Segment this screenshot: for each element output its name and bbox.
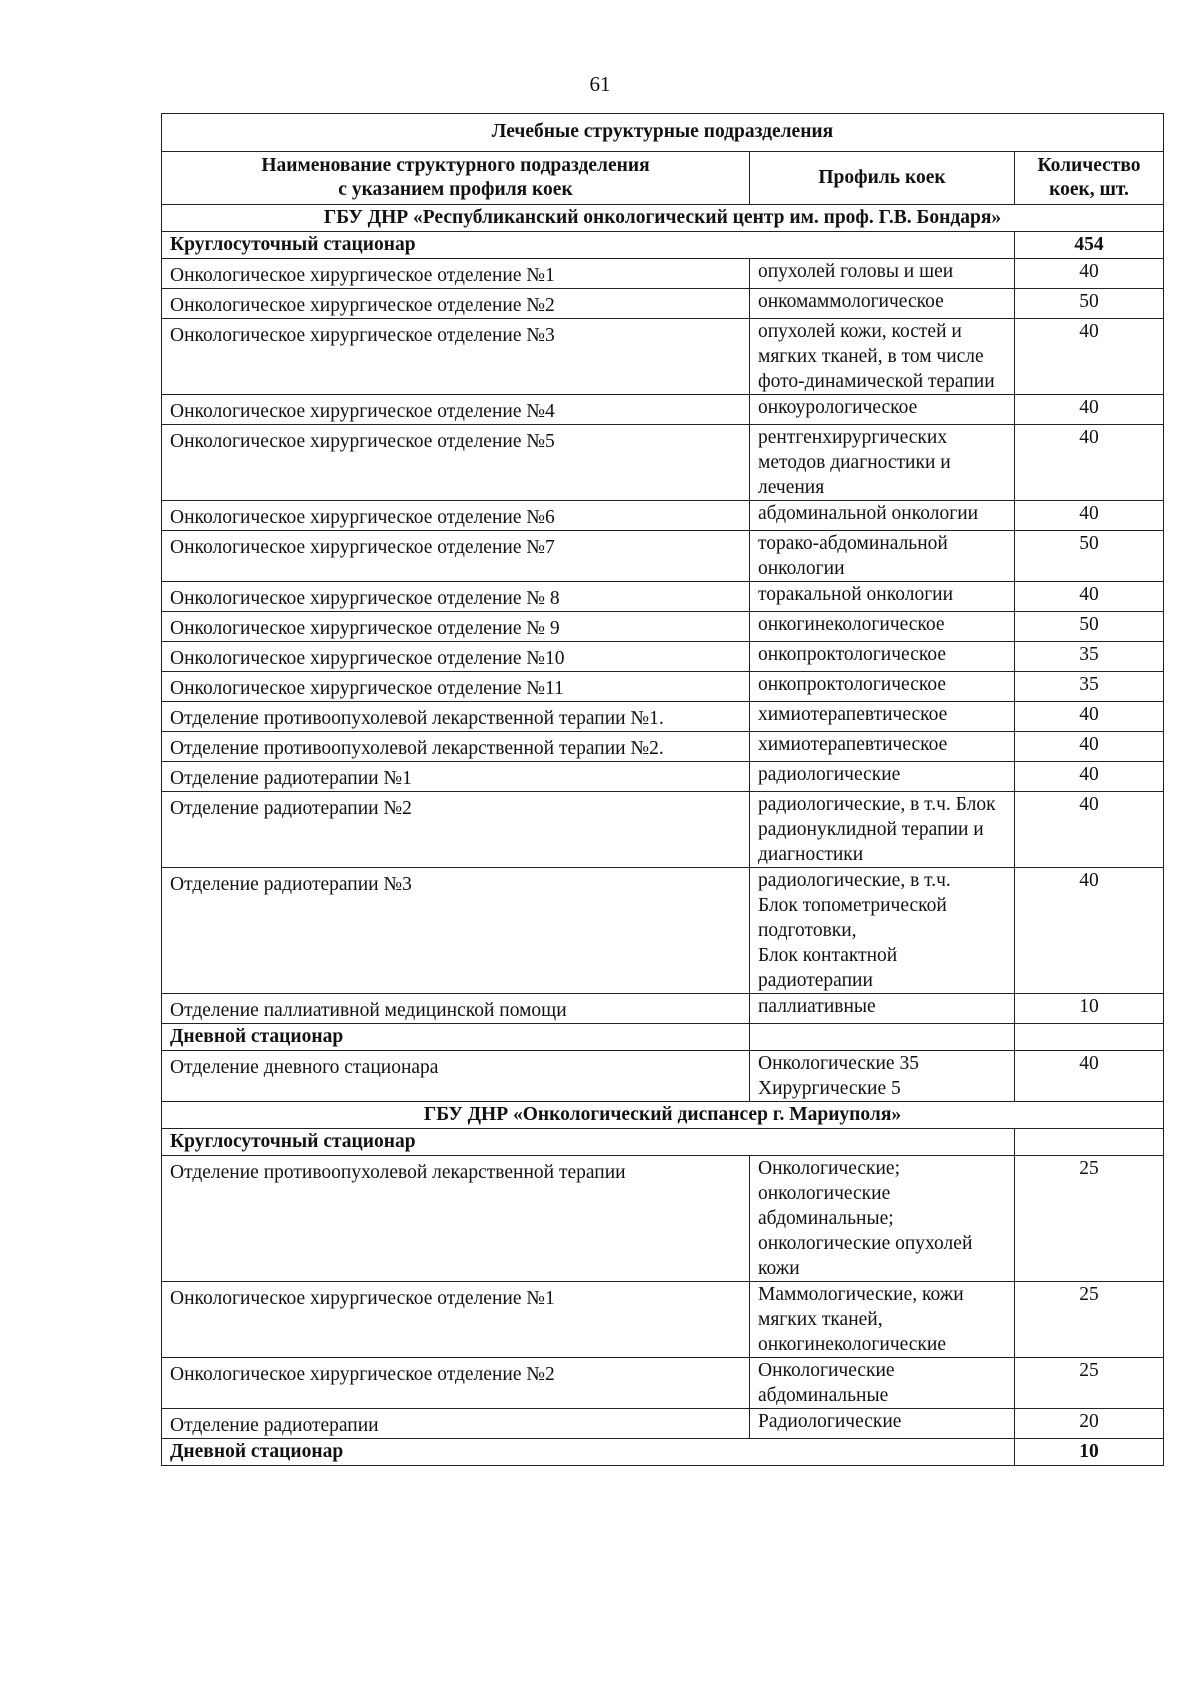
department-name: Онкологическое хирургическое отделение № 8: [162, 582, 750, 612]
bed-profile: химиотерапевтическое: [750, 702, 1015, 732]
department-name: Отделение радиотерапии №2: [162, 792, 750, 868]
page-number: 61: [589, 72, 611, 96]
bed-count: 20: [1015, 1409, 1164, 1439]
table-row: [162, 1282, 1164, 1358]
department-name: Онкологическое хирургическое отделение №10: [162, 642, 750, 672]
bed-profile: торакальной онкологии: [750, 582, 1015, 612]
bed-profile: онкопроктологическое: [750, 642, 1015, 672]
bed-count: 40: [1015, 501, 1164, 531]
department-name: Онкологическое хирургическое отделение №4: [162, 395, 750, 425]
bed-profile-line: Хирургические 5: [758, 1078, 901, 1099]
bed-count: 40: [1015, 319, 1164, 395]
department-name: Отделение паллиативной медицинской помощи: [162, 994, 750, 1024]
table-row: [162, 395, 1164, 425]
bed-profile: [750, 868, 1015, 994]
bed-profile: химиотерапевтическое: [750, 732, 1015, 762]
table-row: [162, 672, 1164, 702]
org1-round-clock-total: 454: [1015, 232, 1164, 259]
bed-profile: радиологические: [750, 762, 1015, 792]
bed-count: 40: [1015, 792, 1164, 868]
bed-profile-line: Блок контактной радиотерапии: [758, 945, 898, 991]
bed-profile: Радиологические: [750, 1409, 1015, 1439]
department-name: Онкологическое хирургическое отделение №6: [162, 501, 750, 531]
table-row: [162, 259, 1164, 289]
bed-count: 25: [1015, 1358, 1164, 1409]
bed-profile: радиологические, в т.ч. Блок радионуклидной терапии и диагностики: [750, 792, 1015, 868]
bed-count: 40: [1015, 425, 1164, 501]
department-name: Отделение противоопухолевой лекарственной терапии №2.: [162, 732, 750, 762]
bed-profile: паллиативные: [750, 994, 1015, 1024]
department-name: Онкологическое хирургическое отделение №2: [162, 1358, 750, 1409]
department-name: Онкологическое хирургическое отделение № 9: [162, 612, 750, 642]
table-row: [162, 1156, 1164, 1282]
org2-round-clock-label: Круглосуточный стационар: [162, 1129, 1015, 1156]
bed-profile-line: Блок топометрической подготовки,: [758, 895, 947, 941]
bed-count: 40: [1015, 702, 1164, 732]
bed-count: 35: [1015, 672, 1164, 702]
department-name: Отделение радиотерапии №1: [162, 762, 750, 792]
org2-round-clock-empty: [1015, 1129, 1164, 1156]
table-row: [162, 319, 1164, 395]
table-row: [162, 425, 1164, 501]
org2-name: ГБУ ДНР «Онкологический диспансер г. Мариуполя»: [162, 1102, 1164, 1129]
department-name: Онкологическое хирургическое отделение №3: [162, 319, 750, 395]
department-name: Онкологическое хирургическое отделение №11: [162, 672, 750, 702]
bed-count: 10: [1015, 994, 1164, 1024]
bed-count: 35: [1015, 642, 1164, 672]
department-name: Отделение противоопухолевой лекарственной терапии: [162, 1156, 750, 1282]
header-count: Количество коек, шт.: [1015, 152, 1164, 205]
bed-profile: опухолей головы и шеи: [750, 259, 1015, 289]
bed-count: 40: [1015, 1051, 1164, 1102]
table-row: [162, 612, 1164, 642]
bed-count: 40: [1015, 259, 1164, 289]
table-row: [162, 702, 1164, 732]
bed-profile: онкомаммологическое: [750, 289, 1015, 319]
table-row: [162, 501, 1164, 531]
bed-profile: онкоурологическое: [750, 395, 1015, 425]
department-name: Отделение радиотерапии: [162, 1409, 750, 1439]
org1-day-empty-count: [1015, 1024, 1164, 1051]
bed-count: 40: [1015, 762, 1164, 792]
bed-profile: онкопроктологическое: [750, 672, 1015, 702]
beds-table: [161, 113, 1164, 1466]
bed-profile-line: радиологические, в т.ч.: [758, 870, 951, 891]
org1-day-label: Дневной стационар: [162, 1024, 750, 1051]
bed-count: 50: [1015, 531, 1164, 582]
table-row: [162, 994, 1164, 1024]
bed-count: 50: [1015, 289, 1164, 319]
org1-round-clock-label: Круглосуточный стационар: [162, 232, 1015, 259]
bed-profile: онкогинекологическое: [750, 612, 1015, 642]
table-row: [162, 868, 1164, 994]
bed-profile: абдоминальной онкологии: [750, 501, 1015, 531]
bed-count: 50: [1015, 612, 1164, 642]
department-name: Онкологическое хирургическое отделение №2: [162, 289, 750, 319]
bed-profile: [750, 1051, 1015, 1102]
table-row: [162, 289, 1164, 319]
header-profile: Профиль коек: [750, 152, 1015, 205]
table-row: [162, 1358, 1164, 1409]
bed-profile: Онкологические абдоминальные: [750, 1358, 1015, 1409]
bed-profile: Маммологические, кожи мягких тканей, онкогинекологические: [750, 1282, 1015, 1358]
department-name: Отделение радиотерапии №3: [162, 868, 750, 994]
bed-count: 40: [1015, 582, 1164, 612]
org2-rows: [162, 1156, 1164, 1439]
bed-profile: опухолей кожи, костей и мягких тканей, в том числе фото-динамической терапии: [750, 319, 1015, 395]
department-name: Онкологическое хирургическое отделение №1: [162, 1282, 750, 1358]
bed-count: 40: [1015, 395, 1164, 425]
bed-count: 25: [1015, 1282, 1164, 1358]
org2-day-label: Дневной стационар: [162, 1439, 1015, 1466]
org1-day-empty-profile: [750, 1024, 1015, 1051]
department-name: Онкологическое хирургическое отделение №1: [162, 259, 750, 289]
org1-name: ГБУ ДНР «Республиканский онкологический центр им. проф. Г.В. Бондаря»: [162, 205, 1164, 232]
table-title: Лечебные структурные подразделения: [162, 114, 1164, 152]
table-row: [162, 1409, 1164, 1439]
department-name: Онкологическое хирургическое отделение №7: [162, 531, 750, 582]
table-row: [162, 762, 1164, 792]
bed-count: 25: [1015, 1156, 1164, 1282]
department-name: Отделение дневного стационара: [162, 1051, 750, 1102]
bed-profile: торако-абдоминальной онкологии: [750, 531, 1015, 582]
bed-profile-line: Онкологические 35: [758, 1053, 919, 1074]
bed-count: 40: [1015, 868, 1164, 994]
header-name: Наименование структурного подразделения с указанием профиля коек: [162, 152, 750, 205]
org1-day-rows: [162, 1051, 1164, 1102]
table-row: [162, 642, 1164, 672]
bed-profile: Онкологические; онкологические абдоминальные; онкологические опухолей кожи: [750, 1156, 1015, 1282]
department-name: Онкологическое хирургическое отделение №5: [162, 425, 750, 501]
org2-day-total: 10: [1015, 1439, 1164, 1466]
table-row: [162, 582, 1164, 612]
department-name: Отделение противоопухолевой лекарственной терапии №1.: [162, 702, 750, 732]
bed-profile: рентгенхирургических методов диагностики и лечения: [750, 425, 1015, 501]
table-row: [162, 732, 1164, 762]
table-row: [162, 792, 1164, 868]
org1-rows: [162, 259, 1164, 1024]
table-row: [162, 531, 1164, 582]
table-row: [162, 1051, 1164, 1102]
bed-count: 40: [1015, 732, 1164, 762]
